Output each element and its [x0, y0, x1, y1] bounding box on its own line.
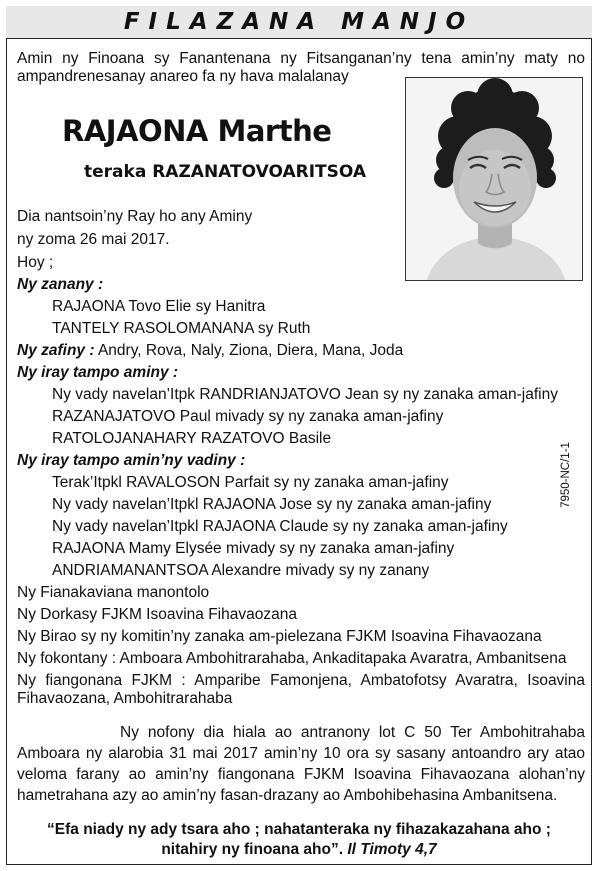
zafiny-label: Ny zafiny : [17, 342, 95, 359]
iray-tampo-vadiny-item: RAJAONA Mamy Elysée mivady sy ny zanaka aman-jafiny [52, 540, 455, 557]
bible-quote [6, 820, 592, 860]
iray-tampo-vadiny-item: Ny vady navelan’Itpkl RAJAONA Claude sy ny zanaka aman-jafiny [52, 518, 508, 535]
deceased-name: RAJAONA Marthe [62, 114, 332, 148]
iray-tampo-vadiny-item: ANDRIAMANANTSOA Alexandre mivady sy ny zanany [52, 562, 430, 579]
deceased-maiden-name: teraka RAZANATOVOARITSOA [84, 162, 367, 182]
iray-tampo-vadiny-item: Ny vady navelan’Itpkl RAJAONA Jose sy ny zanaka aman-jafiny [52, 496, 492, 513]
portrait-image [406, 78, 583, 281]
zanany-item: RAJAONA Tovo Elie sy Hanitra [52, 298, 266, 315]
zafiny-names: Andry, Rova, Naly, Ziona, Diera, Mana, Joda [94, 342, 404, 359]
intro-text: Amin ny Finoana sy Fanantenana ny Fitsanganan’ny tena amin’ny maty no ampandrenesanay anareo fa ny hava malalanay [17, 50, 585, 85]
quote-line-1: “Efa niady ny ady tsara aho ; nahatanteraka ny fihazakazahana aho ; [47, 821, 551, 838]
iray-tampo-vadiny-item: Terak’Itpkl RAVALOSON Parfait sy ny zanaka aman-jafiny [52, 474, 449, 491]
quote-text-end: nitahiry ny finoana aho”. [161, 841, 344, 858]
death-line-2: ny zoma 26 mai 2017. [17, 231, 170, 248]
other-mourner: Ny Birao sy ny komitin’ny zanaka am-pielezana FJKM Isoavina Fihavaozana [17, 628, 542, 645]
iray-tampo-item: Ny vady navelan’Itpk RANDRIANJATOVO Jean sy ny zanaka aman-jafiny [52, 386, 558, 403]
zanany-label: Ny zanany : [17, 276, 104, 293]
iray-tampo-vadiny-label: Ny iray tampo amin’ny vadiny : [17, 452, 246, 469]
funeral-details: Ny nofony dia hiala ao antranony lot C 50 Ter Ambohitrahaba Amboara ny alarobia 31 mai 2017 amin’ny 10 ora sy sasany antoandro ary atao veloma farany ao amin’ny fiangonana FJKM Isoavina Fihavaozana alohan’ny hametrahana azy ao amin’ny fasan-drazany ao Ambohibehasina Ambanitsena. [17, 724, 585, 804]
quote-line-2 [6, 840, 592, 860]
other-mourner: Ny Dorkasy FJKM Isoavina Fihavaozana [17, 606, 297, 623]
deceased-photo [405, 77, 583, 281]
quote-reference: Il Timoty 4,7 [343, 841, 437, 858]
reference-code: 7950-NC/1-1 [560, 442, 572, 508]
notice-title: FILAZANA MANJO [123, 9, 475, 35]
other-mourner: Ny fokontany : Amboara Ambohitrarahaba, Ankaditapaka Avaratra, Ambanitsena [17, 650, 567, 667]
iray-tampo-item: RATOLOJANAHARY RAZATOVO Basile [52, 430, 332, 447]
iray-tampo-item: RAZANAJATOVO Paul mivady sy ny zanaka aman-jafiny [52, 408, 444, 425]
notice-header [6, 6, 592, 39]
death-line-1: Dia nantsoin’ny Ray ho any Aminy [17, 208, 253, 225]
iray-tampo-label: Ny iray tampo aminy : [17, 364, 179, 381]
zanany-item: TANTELY RASOLOMANANA sy Ruth [52, 320, 311, 337]
other-mourner: Ny fiangonana FJKM : Amparibe Famonjena, Ambatofotsy Avaratra, Isoavina Fihavaozana, Ambohitrarahaba [17, 672, 585, 707]
death-line-3: Hoy ; [17, 254, 54, 271]
other-mourner: Ny Fianakaviana manontolo [17, 584, 210, 601]
zafiny-line [17, 342, 403, 360]
